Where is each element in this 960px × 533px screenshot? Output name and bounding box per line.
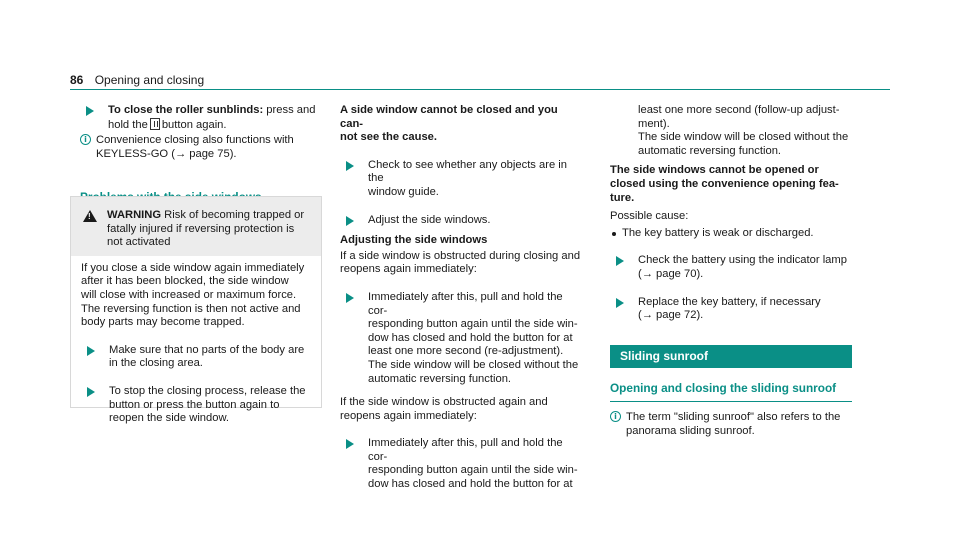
- problem-heading: The side windows cannot be opened or: [610, 164, 819, 177]
- warning-triangle-icon: [83, 210, 97, 222]
- step-line: Replace the key battery, if necessary: [638, 295, 821, 308]
- note-line: The term "sliding sunroof" also refers to the: [626, 410, 841, 423]
- step-adjust-windows: [340, 214, 582, 228]
- step-continuation: [610, 104, 852, 158]
- step-line: dow has closed and hold the button for at: [368, 478, 573, 491]
- step-close-sunblinds: [80, 104, 322, 132]
- step-line: window guide.: [368, 185, 439, 198]
- step-arrow-icon: [346, 293, 354, 303]
- step-line: Make sure that no parts of the body are: [109, 343, 305, 356]
- header-divider: [70, 89, 890, 90]
- step-arrow-icon: [86, 106, 94, 116]
- paragraph-line: reopens again immediately:: [340, 263, 477, 276]
- note-line: Convenience closing also functions with: [96, 134, 294, 147]
- step-arrow-icon: [87, 346, 95, 356]
- step-text: hold the: [108, 118, 148, 131]
- step-line: reopen the side window.: [109, 412, 230, 425]
- subheading-adjusting: Adjusting the side windows: [340, 234, 488, 247]
- step-arrow-icon: [616, 298, 624, 308]
- step-arrow-icon: [346, 161, 354, 171]
- subsection-heading-sunroof: Opening and closing the sliding sunroof: [610, 382, 852, 402]
- step-arrow-icon: [346, 216, 354, 226]
- step-line: Check the battery using the indicator lamp: [638, 254, 847, 267]
- step-replace-battery: [610, 296, 852, 323]
- step-line: dow has closed and hold the button for at: [368, 331, 573, 344]
- page-number: 86: [70, 73, 84, 87]
- problem-heading: A side window cannot be closed and you can-: [340, 104, 558, 130]
- note-keyless-go: [80, 134, 322, 161]
- step-line: least one more second (follow-up adjust-: [638, 104, 840, 116]
- step-line: The side window will be closed without the: [638, 131, 849, 144]
- problem-heading: closed using the convenience opening fea-: [610, 177, 839, 190]
- warning-text: Risk of becoming trapped or: [161, 209, 305, 221]
- paragraph-line: If the side window is obstructed again and: [340, 396, 548, 409]
- step-body-parts: [81, 344, 311, 371]
- step-line: Check to see whether any objects are in the: [368, 158, 567, 185]
- step-check-objects: [340, 159, 582, 200]
- step-line: (→ page 72).: [638, 309, 704, 322]
- step-text: press and: [263, 104, 316, 116]
- step-readjustment: [340, 291, 582, 386]
- paragraph-line: reopens again immediately:: [340, 409, 477, 422]
- step-arrow-icon: [346, 439, 354, 449]
- note-line: panorama sliding sunroof.: [626, 424, 755, 437]
- possible-cause-label: Possible cause:: [610, 210, 689, 223]
- page-header: [70, 74, 204, 88]
- step-line: Adjust the side windows.: [368, 213, 491, 226]
- step-line: in the closing area.: [109, 357, 203, 370]
- step-check-battery: [610, 254, 852, 281]
- step-bold-label: To close the roller sunblinds:: [108, 104, 264, 116]
- paragraph-line: If a side window is obstructed during closing and: [340, 249, 581, 262]
- step-arrow-icon: [87, 387, 95, 397]
- warning-body: [71, 256, 321, 426]
- column-3: [610, 104, 852, 438]
- step-line: To stop the closing process, release the: [109, 384, 306, 397]
- info-icon: i: [610, 411, 621, 422]
- step-line: (→ page 70).: [638, 267, 704, 280]
- column-1: [80, 104, 322, 211]
- step-stop-closing: [81, 385, 311, 426]
- warning-box: [70, 196, 322, 425]
- step-line: least one more second (re-adjustment).: [368, 345, 564, 358]
- step-followup-adjustment: [340, 437, 582, 491]
- chapter-title: Opening and closing: [94, 73, 205, 87]
- warning-text: not activated: [107, 236, 171, 249]
- step-line: automatic reversing function.: [368, 372, 512, 385]
- warning-body-line: If you close a side window again immediately: [81, 261, 305, 274]
- problem-heading: ture.: [610, 191, 635, 204]
- step-text: button again.: [161, 118, 227, 131]
- problem-heading: not see the cause.: [340, 131, 437, 144]
- step-line: responding button again until the side win-: [368, 318, 578, 331]
- section-band-sliding-sunroof: Sliding sunroof: [610, 345, 852, 369]
- warning-text: fatally injured if reversing protection is: [107, 222, 295, 235]
- warning-body-line: body parts may become trapped.: [81, 316, 245, 329]
- warning-body-line: The reversing function is then not active and: [81, 302, 301, 315]
- warning-label: WARNING: [107, 209, 162, 221]
- sunblind-button-icon: [150, 118, 160, 130]
- cause-bullet: The key battery is weak or discharged.: [610, 227, 852, 241]
- column-2: [340, 104, 582, 492]
- warning-body-line: will close with increased or maximum force.: [81, 288, 297, 301]
- step-line: The side window will be closed without the: [368, 358, 579, 371]
- step-line: responding button again until the side win-: [368, 464, 578, 477]
- warning-body-line: after it has been blocked, the side window: [81, 275, 289, 288]
- step-line: Immediately after this, pull and hold the cor-: [368, 437, 563, 463]
- step-arrow-icon: [616, 256, 624, 266]
- step-line: automatic reversing function.: [638, 144, 782, 157]
- info-icon: i: [80, 134, 91, 145]
- note-panorama: [610, 411, 852, 438]
- warning-header: [71, 197, 321, 256]
- step-line: button or press the button again to: [109, 398, 280, 411]
- step-line: Immediately after this, pull and hold the cor-: [368, 290, 563, 317]
- step-line: ment).: [638, 117, 670, 130]
- note-line: KEYLESS-GO (→ page 75).: [96, 147, 237, 160]
